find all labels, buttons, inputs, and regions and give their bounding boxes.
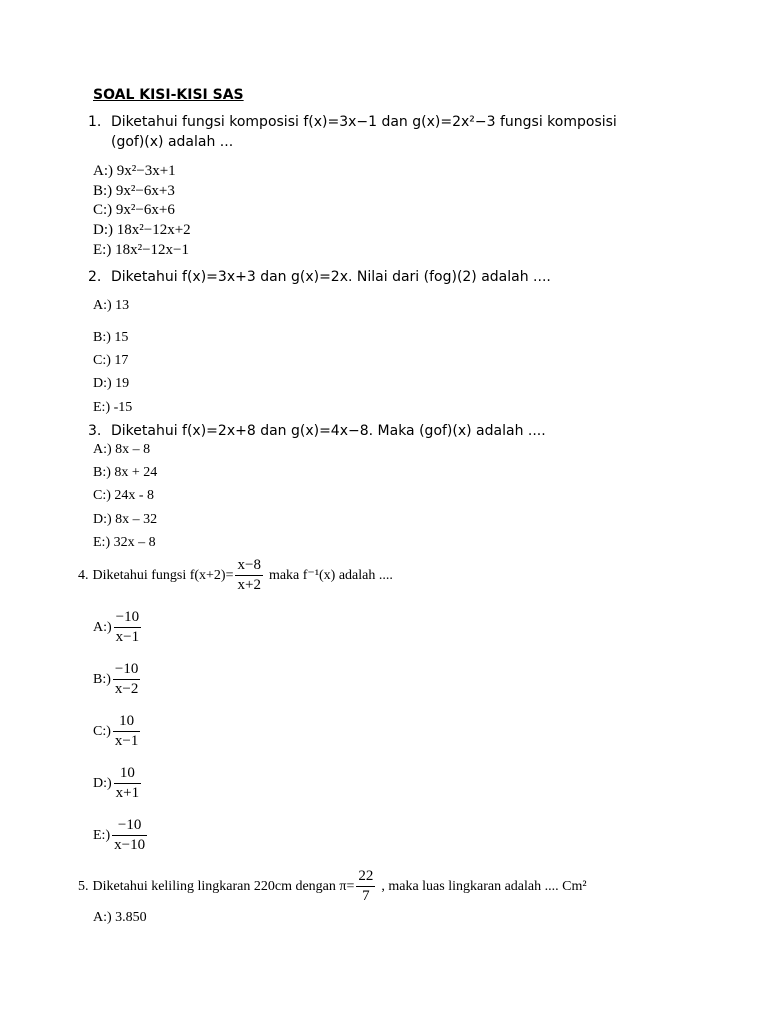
question-4-fraction [235, 558, 262, 594]
question-4-option-b [93, 662, 142, 698]
question-5-number: 5. [78, 878, 89, 894]
question-5-text-after: , maka luas lingkaran adalah .... Cm² [381, 878, 587, 894]
fraction-denominator: x−2 [114, 680, 139, 697]
option-fraction [114, 766, 141, 802]
question-5-line [78, 869, 587, 905]
question-4-option-c [93, 714, 142, 750]
question-2-number: 2. [88, 269, 102, 285]
fraction-numerator: x−8 [235, 558, 262, 576]
question-1-text-line-1: Diketahui fungsi komposisi f(x)=3x−1 dan g(x)=2x²−3 fungsi komposisi [111, 114, 617, 130]
question-1-number: 1. [88, 114, 102, 130]
question-3-number: 3. [88, 423, 102, 439]
fraction-numerator: 22 [356, 869, 375, 887]
question-1-option-a: A:) 9x²−3x+1 [93, 163, 176, 179]
question-4-text-after: maka f⁻¹(x) adalah .... [268, 567, 393, 583]
question-4-option-e [93, 818, 149, 854]
option-fraction [112, 818, 147, 854]
fraction-numerator: −10 [113, 662, 140, 680]
fraction-numerator: 10 [113, 714, 140, 732]
question-4-option-d [93, 766, 143, 802]
option-label: C:) [93, 723, 111, 739]
question-2-text: Diketahui f(x)=3x+3 dan g(x)=2x. Nilai dari (fog)(2) adalah .... [111, 269, 551, 285]
option-label: A:) [93, 619, 112, 635]
question-3-text: Diketahui f(x)=2x+8 dan g(x)=4x−8. Maka (gof)(x) adalah .... [111, 423, 546, 439]
option-fraction [114, 610, 141, 646]
question-1-option-c: C:) 9x²−6x+6 [93, 202, 175, 218]
question-3-option-c: C:) 24x - 8 [93, 488, 155, 503]
question-5-fraction [356, 869, 375, 905]
question-1-option-e: E:) 18x²−12x−1 [93, 242, 189, 258]
question-2-option-a: A:) 13 [93, 298, 130, 313]
fraction-numerator: −10 [112, 818, 147, 836]
question-5-text-before: Diketahui keliling lingkaran 220cm dengan π= [92, 878, 355, 894]
question-2-option-e: E:) -15 [93, 400, 133, 415]
fraction-denominator: x−10 [114, 836, 146, 853]
question-2-option-c: C:) 17 [93, 353, 129, 368]
fraction-denominator: x+1 [115, 784, 140, 801]
question-3-option-a: A:) 8x – 8 [93, 442, 151, 457]
option-fraction [113, 662, 140, 698]
question-4-number: 4. [78, 567, 89, 583]
page-title: SOAL KISI-KISI SAS [93, 87, 244, 103]
question-4-option-a [93, 610, 143, 646]
question-5-option-a: A:) 3.850 [93, 910, 147, 925]
option-fraction [113, 714, 140, 750]
question-4-text-before: Diketahui fungsi f(x+2)= [92, 567, 234, 583]
question-1-option-b: B:) 9x²−6x+3 [93, 183, 175, 199]
fraction-denominator: x−1 [115, 628, 140, 645]
fraction-numerator: 10 [114, 766, 141, 784]
question-3-option-e: E:) 32x – 8 [93, 535, 156, 550]
question-1-text-line-2: (gof)(x) adalah ... [111, 134, 234, 150]
question-4-line [78, 558, 393, 594]
fraction-denominator: 7 [362, 887, 370, 904]
option-label: D:) [93, 775, 112, 791]
fraction-denominator: x+2 [237, 576, 261, 593]
question-2-option-d: D:) 19 [93, 376, 130, 391]
question-3-option-b: B:) 8x + 24 [93, 465, 158, 480]
question-1-option-d: D:) 18x²−12x+2 [93, 222, 191, 238]
question-2-option-b: B:) 15 [93, 330, 129, 345]
fraction-numerator: −10 [114, 610, 141, 628]
option-label: B:) [93, 671, 111, 687]
question-3-option-d: D:) 8x – 32 [93, 512, 158, 527]
option-label: E:) [93, 827, 111, 843]
fraction-denominator: x−1 [114, 732, 139, 749]
